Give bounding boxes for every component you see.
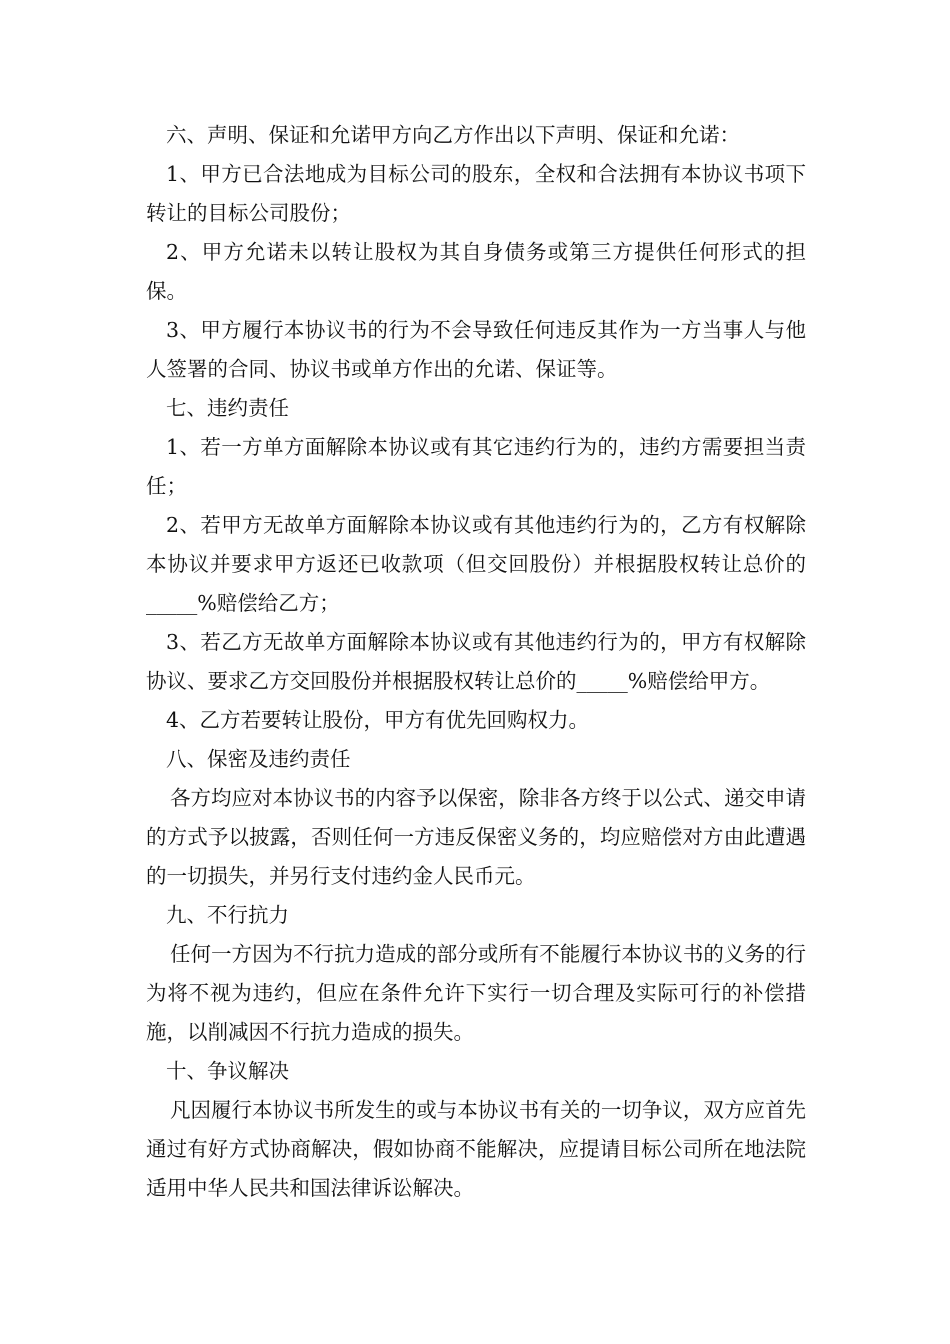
section-8-body: 各方均应对本协议书的内容予以保密，除非各方终于以公式、递交申请的方式予以披露，否则任何一方违反保密义务的，均应赔偿对方由此遭遇的一切损失，并另行支付违约金人民币元。: [146, 786, 806, 888]
clause-7-4: 4、乙方若要转让股份，甲方有优先回购权力。: [166, 708, 590, 732]
clause-7-3: 3、若乙方无故单方面解除本协议或有其他违约行为的，甲方有权解除协议、要求乙方交回股份并根据股权转让总价的_____%赔偿给甲方。: [146, 630, 806, 693]
clause-6-3: 3、甲方履行本协议书的行为不会导致任何违反其作为一方当事人与他人签署的合同、协议书或单方作出的允诺、保证等。: [146, 318, 806, 381]
section-heading-10: 十、争议解决: [166, 1059, 289, 1083]
clause-6-1: 1、甲方已合法地成为目标公司的股东，全权和合法拥有本协议书项下转让的目标公司股份；: [146, 162, 806, 225]
section-heading-8: 八、保密及违约责任: [166, 747, 351, 771]
section-heading-6: 六、声明、保证和允诺甲方向乙方作出以下声明、保证和允诺：: [166, 123, 740, 147]
clause-6-2: 2、甲方允诺未以转让股权为其自身债务或第三方提供任何形式的担保。: [146, 240, 806, 303]
clause-7-1: 1、若一方单方面解除本协议或有其它违约行为的，违约方需要担当责任；: [146, 435, 806, 498]
section-9-body: 任何一方因为不行抗力造成的部分或所有不能履行本协议书的义务的行为将不视为违约，但应在条件允许下实行一切合理及实际可行的补偿措施，以削减因不行抗力造成的损失。: [146, 942, 806, 1044]
section-10-body: 凡因履行本协议书所发生的或与本协议书有关的一切争议，双方应首先通过有好方式协商解决，假如协商不能解决，应提请目标公司所在地法院适用中华人民共和国法律诉讼解决。: [146, 1098, 806, 1200]
section-heading-9: 九、不行抗力: [166, 903, 289, 927]
clause-7-2: 2、若甲方无故单方面解除本协议或有其他违约行为的，乙方有权解除本协议并要求甲方返还已收款项（但交回股份）并根据股权转让总价的_____%赔偿给乙方；: [146, 513, 806, 615]
section-heading-7: 七、违约责任: [166, 396, 289, 420]
